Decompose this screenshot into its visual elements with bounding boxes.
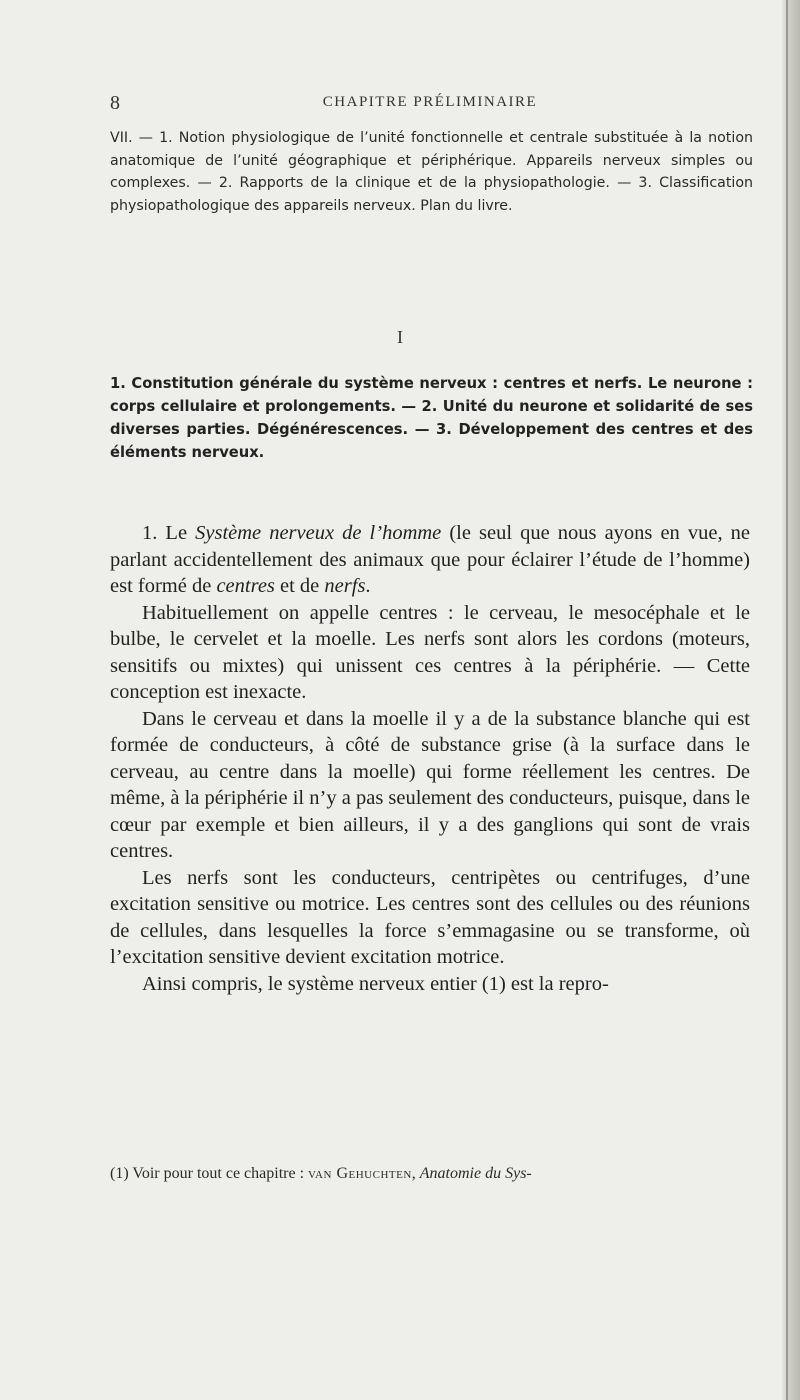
- contents-paragraph: VII. — 1. Notion physiologique de l’unité fonctionnelle et centrale substituée à la notion anatomique de l’unité géographique et périphérique. Appareils nerveux simples ou complexes. — 2. Rapports de la clinique et de la physiopathologie. — 3. Classification physiopathologique des appareils nerveux. Plan du livre.: [110, 130, 753, 214]
- p1-text-c: et de: [274, 575, 325, 597]
- p1-italic-title: Système nerveux de l’homme: [195, 522, 442, 544]
- footnote-text-b: ,: [411, 1165, 420, 1182]
- chapter-contents-summary: [110, 127, 753, 217]
- p1-italic-nerfs: nerfs: [324, 575, 366, 597]
- footnote-title: Anatomie du Sys-: [419, 1165, 532, 1182]
- p1-text-a: 1. Le: [142, 522, 196, 544]
- section-summary: [110, 372, 753, 464]
- p1-text-b: (le seul que nous ayons en vue, ne parlant accidentellement des animaux que pour éclairer l’étude de l’homme) est formé de: [110, 522, 751, 597]
- section-summary-text: 1. Constitution générale du système nerveux : centres et nerfs. Le neurone : corps cellulaire et prolongements. — 2. Unité du neurone et solidarité de ses diverses parties. Dégénérescences. — 3. Développement des centres et des éléments nerveux.: [110, 375, 753, 461]
- page-header: [110, 92, 750, 118]
- page-edge-shadow: [782, 0, 800, 1400]
- running-head: CHAPITRE PRÉLIMINAIRE: [322, 94, 538, 110]
- paragraph-1: [110, 520, 750, 600]
- section-numeral: I: [397, 327, 403, 347]
- footnote-marker: (1): [110, 1165, 129, 1182]
- page-number: 8: [110, 92, 120, 114]
- p1-italic-centres: centres: [216, 575, 275, 597]
- paragraph-3: Dans le cerveau et dans la moelle il y a de la substance blanche qui est formée de conducteurs, à côté de substance grise (à la surface dans le cerveau, au centre dans la moelle) qui forme réellement les centres. De même, à la périphérie il n’y a pas seulement des conducteurs, puisque, dans le cœur par exemple et bien ailleurs, il y a des ganglions qui sont de vrais centres.: [110, 707, 750, 862]
- paragraph-4: Les nerfs sont les conducteurs, centripètes ou centrifuges, d’une excitation sensitive ou motrice. Les centres sont des cellules ou des réunions de cellules, dans lesquelles la force s’emmagasine ou se transforme, où l’excitation sensitive devient excitation motrice.: [110, 866, 750, 968]
- body-text: [110, 520, 750, 997]
- footnote-text-a: Voir pour tout ce chapitre :: [128, 1165, 309, 1182]
- paragraph-2: Habituellement on appelle centres : le cerveau, le mesocéphale et le bulbe, le cervelet et la moelle. Les nerfs sont alors les cordons (moteurs, sensitifs ou mixtes) qui unissent ces centres à la périphérie. — Cette conception est inexacte.: [110, 601, 750, 703]
- footnote-author: van Gehuchten: [308, 1165, 412, 1182]
- paragraph-5: Ainsi compris, le système nerveux entier (1) est la repro-: [142, 972, 609, 995]
- page-edge-line: [786, 0, 788, 1400]
- p1-text-d: .: [365, 575, 371, 597]
- footnote: [110, 1163, 750, 1185]
